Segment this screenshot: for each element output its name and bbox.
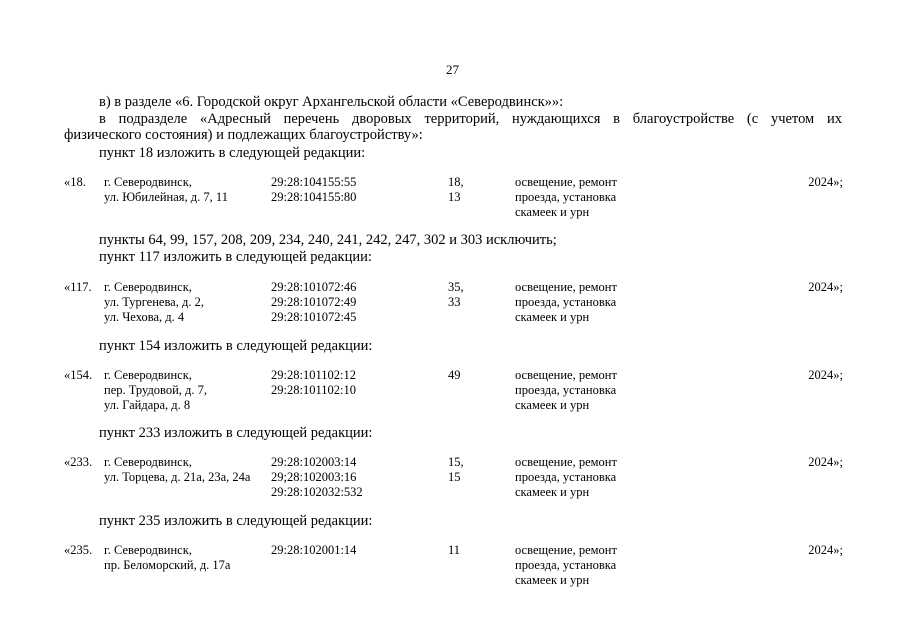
row-117-count: 35, 33: [448, 280, 464, 309]
row-235-address: г. Северодвинск, пр. Беломорский, д. 17а: [104, 543, 231, 572]
row-18-count: 18, 13: [448, 175, 464, 204]
instruction-117: пункт 117 изложить в следующей редакции:: [99, 249, 372, 265]
row-233-cadastral: 29:28:102003:14 29;28:102003:16 29:28:102032:532: [271, 455, 363, 499]
row-117-address: г. Северодвинск, ул. Тургенева, д. 2, ул. Чехова, д. 4: [104, 280, 204, 324]
subsection-line-2: физического состояния) и подлежащих благоустройству»:: [64, 127, 423, 143]
exclude-instruction: пункты 64, 99, 157, 208, 209, 234, 240, 241, 242, 247, 302 и 303 исключить;: [99, 232, 557, 248]
row-235-number: «235.: [64, 543, 93, 557]
row-235-count: 11: [448, 543, 461, 557]
row-18-year: 2024»;: [808, 175, 843, 189]
page-number: 27: [446, 62, 459, 77]
instruction-235: пункт 235 изложить в следующей редакции:: [99, 513, 373, 529]
row-18-number: «18.: [64, 175, 86, 189]
row-154-address: г. Северодвинск, пер. Трудовой, д. 7, ул. Гайдара, д. 8: [104, 368, 208, 412]
instruction-233: пункт 233 изложить в следующей редакции:: [99, 425, 373, 441]
section-heading: в) в разделе «6. Городской округ Архангельской области «Северодвинск»»:: [99, 94, 564, 110]
row-235-cadastral: 29:28:102001:14: [271, 543, 357, 557]
row-233-count: 15, 15: [448, 455, 464, 484]
row-233-works: освещение, ремонт проезда, установка скамеек и урн: [515, 455, 617, 499]
row-18-cadastral: 29:28:104155:55 29:28:104155:80: [271, 175, 357, 204]
row-154-works: освещение, ремонт проезда, установка скамеек и урн: [515, 368, 617, 412]
row-154-year: 2024»;: [808, 368, 843, 382]
row-154-number: «154.: [64, 368, 93, 382]
row-117-cadastral: 29:28:101072:46 29:28:101072:49 29:28:101072:45: [271, 280, 357, 324]
row-117-works: освещение, ремонт проезда, установка скамеек и урн: [515, 280, 617, 324]
instruction-18: пункт 18 изложить в следующей редакции:: [99, 145, 366, 161]
row-233-address: г. Северодвинск, ул. Торцева, д. 21а, 23а, 24а: [104, 455, 251, 484]
row-154-cadastral: 29:28:101102:12 29:28:101102:10: [271, 368, 356, 397]
row-18-works: освещение, ремонт проезда, установка скамеек и урн: [515, 175, 617, 219]
instruction-154: пункт 154 изложить в следующей редакции:: [99, 338, 373, 354]
row-154-count: 49: [448, 368, 461, 382]
subsection-line-1: в подразделе «Адресный перечень дворовых территорий, нуждающихся в благоустройстве (с учетом их: [99, 111, 842, 127]
row-117-number: «117.: [64, 280, 92, 294]
row-18-address: г. Северодвинск, ул. Юбилейная, д. 7, 11: [104, 175, 228, 204]
row-117-year: 2024»;: [808, 280, 843, 294]
row-233-number: «233.: [64, 455, 93, 469]
row-235-works: освещение, ремонт проезда, установка скамеек и урн: [515, 543, 617, 587]
row-233-year: 2024»;: [808, 455, 843, 469]
row-235-year: 2024»;: [808, 543, 843, 557]
